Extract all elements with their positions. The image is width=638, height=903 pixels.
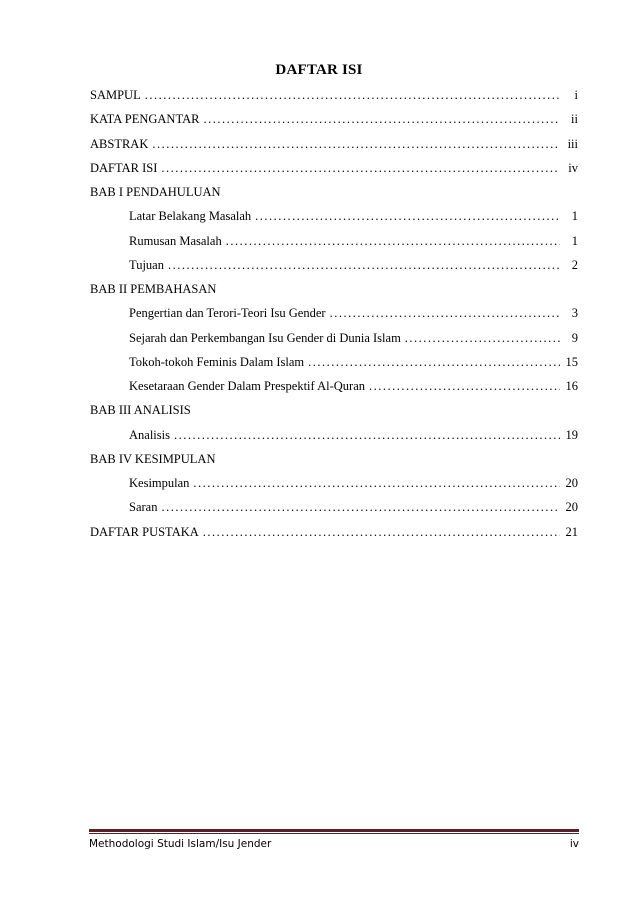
toc-entry-label: Rumusan Masalah (129, 233, 222, 248)
toc-dot-leader (174, 428, 560, 443)
toc-entry (90, 112, 578, 136)
toc-entry-label: Analisis (129, 427, 170, 442)
toc-dot-leader (226, 234, 560, 249)
toc-subsection-entry (90, 234, 578, 258)
toc-page-number: 16 (565, 379, 578, 393)
toc-entry (90, 161, 578, 185)
toc-chapter-heading: BAB I PENDAHULUAN (90, 185, 221, 199)
toc-page-number: 20 (565, 500, 578, 515)
footer-page-number: iv (569, 838, 579, 850)
toc-dot-leader (308, 355, 560, 370)
toc-subsection-entry (90, 428, 578, 452)
page-footer (89, 838, 579, 850)
toc-entry (90, 88, 578, 112)
toc-subsection-entry (90, 476, 578, 500)
toc-page-number: 1 (571, 233, 578, 248)
toc-page-number: 1 (571, 209, 578, 224)
toc-page-number: i (574, 88, 578, 102)
toc-dot-leader (405, 331, 560, 346)
toc-subsection-entry (90, 258, 578, 282)
toc-dot-leader (168, 258, 560, 273)
toc-entry-label: SAMPUL (90, 88, 141, 102)
footer-document-title: Methodologi Studi Islam/Isu Jender (89, 838, 272, 850)
toc-page-number: 20 (565, 476, 578, 490)
toc-entry-label: Pengertian dan Terori-Teori Isu Gender (129, 306, 326, 321)
toc-subsection-entry (90, 355, 578, 379)
page-title: DAFTAR ISI (275, 62, 363, 78)
toc-entry-label: Kesimpulan (129, 476, 190, 490)
toc-subsection-entry (90, 379, 578, 403)
toc-chapter-heading: BAB II PEMBAHASAN (90, 282, 217, 296)
toc-entry (90, 137, 578, 161)
toc-entry-label: Latar Belakang Masalah (129, 209, 252, 224)
footer-rule (89, 829, 579, 832)
toc-page-number: 2 (571, 257, 578, 272)
toc-dot-leader (145, 88, 560, 103)
toc-page-number: 15 (565, 354, 578, 369)
toc-page-number: iv (568, 160, 578, 175)
toc-dot-leader (161, 161, 560, 176)
toc-subsection-entry (90, 209, 578, 233)
toc-page-number: ii (571, 112, 578, 127)
toc-entry-label: Tokoh-tokoh Feminis Dalam Islam (129, 354, 305, 369)
toc-subsection-entry (90, 500, 578, 524)
toc-dot-leader (330, 306, 560, 321)
toc-entry-label: ABSTRAK (90, 136, 149, 151)
toc-page-number: 9 (571, 330, 578, 345)
toc-dot-leader (193, 476, 560, 491)
toc-chapter-heading: BAB III ANALISIS (90, 403, 191, 418)
toc-page-number: 21 (565, 524, 578, 539)
toc-chapter-heading: BAB IV KESIMPULAN (90, 451, 216, 466)
toc-entry-label: Kesetaraan Gender Dalam Prespektif Al-Quran (129, 379, 366, 393)
toc-entry-label: Sejarah dan Perkembangan Isu Gender di Dunia Islam (129, 330, 401, 345)
toc-subsection-entry (90, 306, 578, 330)
toc-dot-leader (203, 525, 560, 540)
toc-dot-leader (369, 379, 560, 394)
toc-page-number: 3 (571, 306, 578, 321)
toc-entry-label: Tujuan (129, 257, 164, 272)
toc-dot-leader (203, 112, 560, 127)
toc-dot-leader (152, 137, 560, 152)
toc-entry-label: DAFTAR ISI (90, 160, 158, 175)
toc-dot-leader (161, 500, 560, 515)
toc-page-number: 19 (565, 427, 578, 442)
toc-entry-label: KATA PENGANTAR (90, 112, 200, 127)
toc-entry-label: DAFTAR PUSTAKA (90, 524, 199, 539)
toc-dot-leader (255, 209, 560, 224)
table-of-contents (90, 88, 578, 549)
toc-entry-label: Saran (129, 500, 158, 515)
toc-page-number: iii (567, 136, 578, 151)
toc-subsection-entry (90, 331, 578, 355)
footer-rule-thin (89, 833, 579, 834)
toc-entry (90, 525, 578, 549)
